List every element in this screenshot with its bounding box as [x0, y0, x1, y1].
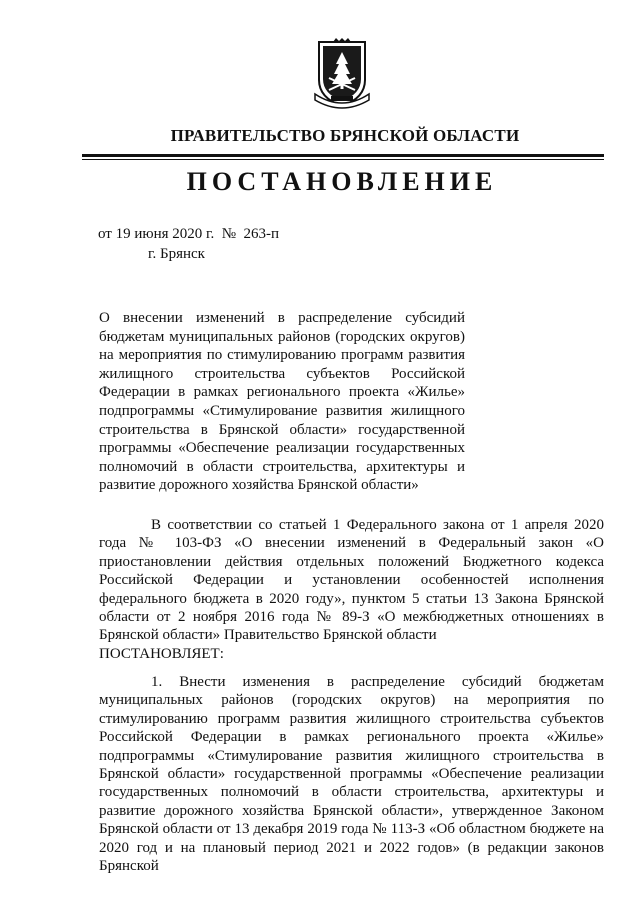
document-subject: О внесении изменений в распределение субсидий бюджетам муниципальных районов (городских округов) на мероприятия по стимулированию программ развития жилищного строительства субъектов Российской Федерации в рамках регионального проекта «Жилье» подпрограммы «Стимулирование развития жилищного строительства в Брянской области» государственной программы «Обеспечение реализации государственных полномочий в области строительства, архитектуры и развитие дорожного хозяйства Брянской области» [99, 310, 465, 494]
government-title-text: ПРАВИТЕЛЬСТВО БРЯНСКОЙ ОБЛАСТИ [170, 126, 520, 145]
document-type-text: ПОСТАНОВЛЕНИЕ [186, 167, 498, 196]
item-1-paragraph: 1. Внести изменения в распределение субсидий бюджетам муниципальных районов (городских округов) на мероприятия по стимулированию программ развития жилищного строительства субъектов Российской Федерации в рамках регионального проекта «Жилье» подпрограммы «Стимулирование развития жилищного строительства в Брянской области» государственной программы «Обеспечение реализации государственных полномочий в области строительства, архитектуры и развитие дорожного хозяйства Брянской области», утвержденное Законом Брянской области от 13 декабря 2019 года № 113-З «Об областном бюджете на 2020 год и на плановый период 2021 и 2022 годов» (в редакции законов Брянской [99, 674, 604, 875]
bryansk-coat-of-arms-icon [311, 38, 373, 110]
document-body [99, 516, 604, 663]
resolves-heading: ПОСТАНОВЛЯЕТ: [99, 645, 224, 662]
header-rule-thick [82, 154, 604, 157]
document-city: г. Брянск [148, 246, 205, 262]
item-1-section [99, 673, 604, 875]
government-title [0, 126, 640, 146]
document-type [0, 167, 640, 197]
preamble-paragraph: В соответствии со статьей 1 Федерального закона от 1 апреля 2020 года № 103-ФЗ «О внесении изменений в Федеральный закон «О приостановлении действия отдельных положений Бюджетного кодекса Российской Федерации и установлении особенностей исполнения федерального бюджета в 2020 году», пунктом 5 статьи 13 Закона Брянской области от 2 ноября 2016 года № 89-З «О межбюджетных отношениях в Брянской области» Правительство Брянской области [99, 517, 604, 644]
header-rule-thin [82, 159, 604, 160]
document-date-number: от 19 июня 2020 г. № 263-п [98, 226, 280, 242]
